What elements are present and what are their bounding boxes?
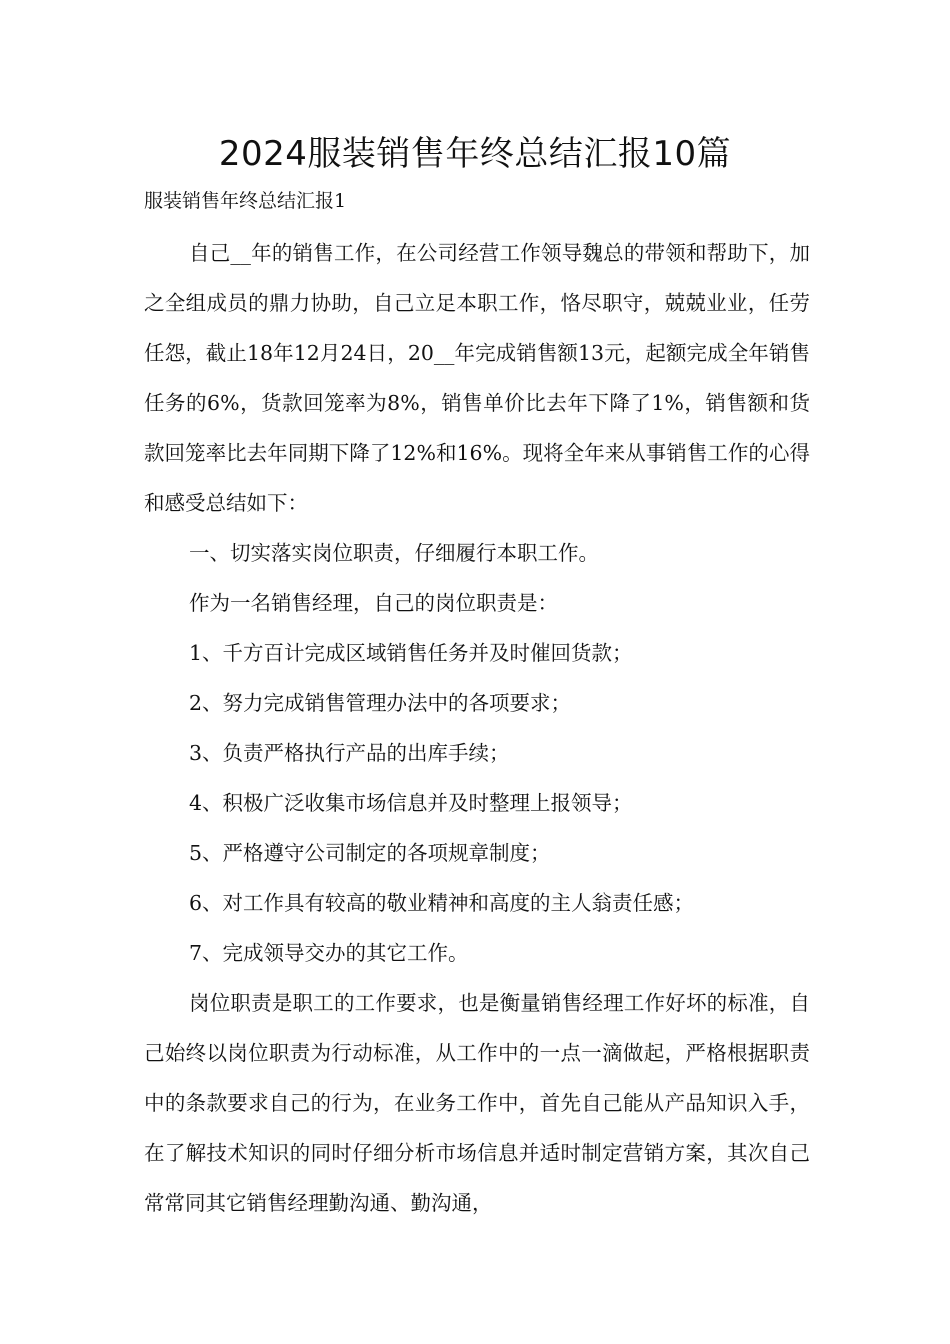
section-heading: 服装销售年终总结汇报1: [144, 190, 347, 212]
duties-intro: 作为一名销售经理，自己的岗位职责是：: [189, 591, 558, 615]
duty-item-7: 7、完成领导交办的其它工作。: [189, 941, 469, 965]
duty-item-6: 6、对工作具有较高的敬业精神和高度的主人翁责任感；: [189, 891, 695, 915]
duty-item-3: 3、负责严格执行产品的出库手续；: [189, 741, 510, 765]
duty-item-5: 5、严格遵守公司制定的各项规章制度；: [189, 841, 551, 865]
section-point-heading: 一、切实落实岗位职责，仔细履行本职工作。: [189, 541, 599, 565]
duty-item-1: 1、千方百计完成区域销售任务并及时催回货款；: [189, 641, 633, 665]
duty-item-4: 4、积极广泛收集市场信息并及时整理上报领导；: [189, 791, 633, 815]
duty-item-2: 2、努力完成销售管理办法中的各项要求；: [189, 691, 572, 715]
document-title: 2024服装销售年终总结汇报10篇: [218, 134, 732, 174]
document-body: [144, 228, 810, 1228]
body-paragraph: 岗位职责是职工的工作要求，也是衡量销售经理工作好坏的标准，自己始终以岗位职责为行动标准，从工作中的一点一滴做起，严格根据职责中的条款要求自己的行为，在业务工作中，首先自己能从产品知识入手，在了解技术知识的同时仔细分析市场信息并适时制定营销方案，其次自己常常同其它销售经理勤沟通、勤沟通，: [144, 991, 810, 1215]
intro-paragraph: 自己__年的销售工作，在公司经营工作领导魏总的带领和帮助下，加之全组成员的鼎力协助，自己立足本职工作，恪尽职守，兢兢业业，任劳任怨，截止18年12月24日，20__年完成销售额13元，起额完成全年销售任务的6%，货款回笼率为8%，销售单价比去年下降了1%，销售额和货款回笼率比去年同期下降了12%和16%。现将全年来从事销售工作的心得和感受总结如下：: [144, 241, 810, 515]
